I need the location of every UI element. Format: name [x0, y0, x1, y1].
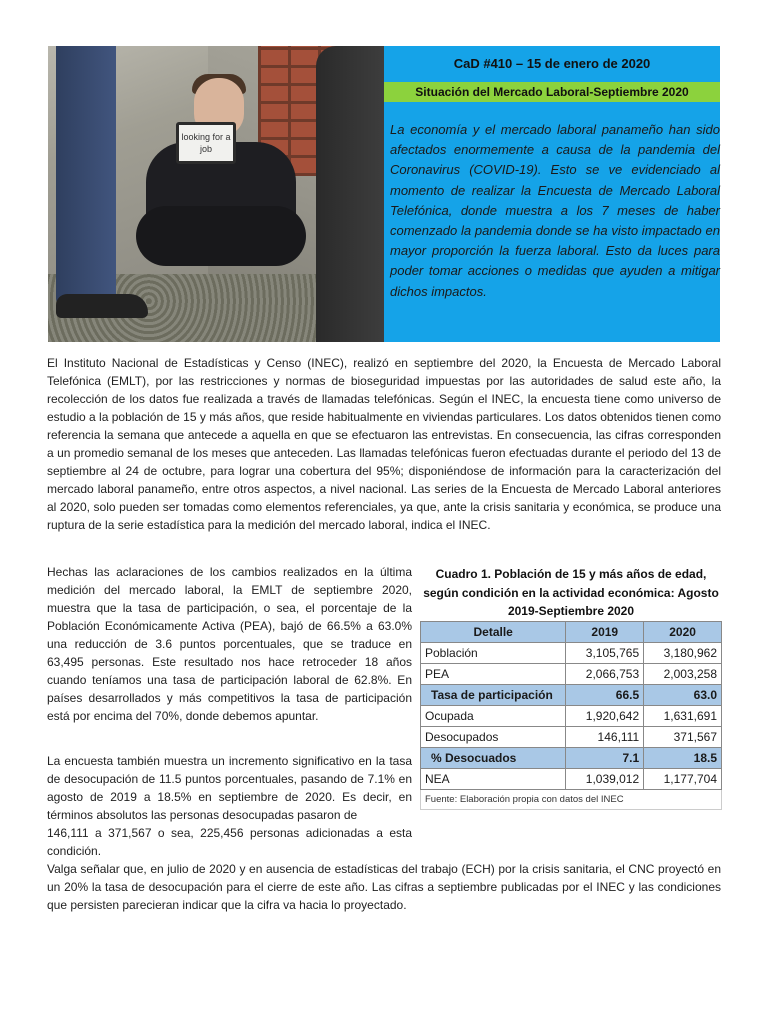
table-row [421, 642, 722, 663]
intro-panel [384, 46, 720, 342]
table-cell-value: 371,567 [644, 726, 722, 747]
table-cell-value: 1,039,012 [566, 768, 644, 789]
header-photo [48, 46, 384, 342]
table-cell-label: % Desocuados [421, 747, 566, 768]
table-row-highlight [421, 684, 722, 705]
table-row [421, 663, 722, 684]
table-cell-value: 1,177,704 [644, 768, 722, 789]
table-cell-value: 63.0 [644, 684, 722, 705]
table-header-row [421, 621, 722, 642]
table-cell-value: 2,003,258 [644, 663, 722, 684]
table-cell-label: Ocupada [421, 705, 566, 726]
table-row [421, 726, 722, 747]
population-table-block [420, 563, 722, 810]
table-header-cell: 2020 [644, 621, 722, 642]
table-cell-value: 2,066,753 [566, 663, 644, 684]
photo-passerby-shoe [56, 294, 148, 318]
photo-person-legs [136, 206, 306, 266]
table-row-highlight [421, 747, 722, 768]
table-source: Fuente: Elaboración propia con datos del INEC [420, 790, 722, 810]
table-row [421, 705, 722, 726]
intro-text: La economía y el mercado laboral panameño han sido afectados enormemente a causa de la pandemia del Coronavirus (COVID-19). Esto se ve evidenciado al momento de realizar la Encuesta de Mercado Laboral Telefónica, donde muestra a los 7 meses de haber comenzado la pandemia donde se ha visto impactado en mayor proporción la fuerza laboral. Esto da luces para poder tomar acciones o medidas que ayuden a mitigar dichos impactos. [390, 122, 720, 299]
photo-passerby-leg [56, 46, 116, 306]
table-cell-label: Población [421, 642, 566, 663]
table-cell-label: PEA [421, 663, 566, 684]
bulletin-title: CaD #410 – 15 de enero de 2020 [453, 56, 651, 71]
table-cell-value: 66.5 [566, 684, 644, 705]
paragraph-unemployment [47, 752, 412, 860]
table-cell-value: 1,631,691 [644, 705, 722, 726]
table-cell-label: Desocupados [421, 726, 566, 747]
paragraph-participation-rate: Hechas las aclaraciones de los cambios realizados en la última medición del mercado laboral, la EMLT de septiembre 2020, muestra que la tasa de participación, o sea, el porcentaje de la Población Económicamente Activa (PEA), bajó de 66.5% a 63.0% una reducción de 3.6 puntos porcentuales, que se traduce en 63,495 personas. Este resultado nos hace retroceder 18 años cuando teníamos una tasa de participación laboral de 62.8%. En países desarrollados y más competitivos la tasa de participación está por encima del 70%, donde debemos apuntar. [47, 565, 412, 723]
table-cell-label: NEA [421, 768, 566, 789]
paragraph-cnc-projection: Valga señalar que, en julio de 2020 y en ausencia de estadísticas del trabajo (ECH) por la crisis sanitaria, el CNC proyectó en un 20% la tasa de desocupación para el cierre de este año. Las cifras a septiembre publicadas por el INEC y las condiciones que persisten parecieran indicar que la cifra va hacia lo proyectado. [47, 862, 721, 912]
photo-passerby-coat [316, 46, 384, 342]
paragraph-unemployment-tail: 146,111 a 371,567 o sea, 225,456 personas adicionadas a esta condición. [47, 826, 412, 858]
paragraph-inec-survey: El Instituto Nacional de Estadísticas y Censo (INEC), realizó en septiembre del 2020, la Encuesta de Mercado Laboral Telefónica (EMLT), por las restricciones y normas de bioseguridad impuestas por las autoridades de salud este año, la recolección de los datos fue realizada a través de llamadas telefónicas. Según el INEC, la encuesta tiene como universo de estudio a la población de 15 y más años, que reside habitualmente en viviendas particulares. Los datos obtenidos tienen como referencia la semana que antecede a aquella en que se efectuaron las entrevistas. En consecuencia, las cifras corresponden a un promedio semanal de los meses que anteceden. Las llamadas telefónicas fueron efectuadas durante el periodo del 13 de septiembre al 24 de octubre, para lograr una cobertura del 95%; disponiéndose de información para la caracterización del mercado laboral panameño, entre otros aspectos, a nivel nacional. Las series de la Encuesta de Mercado Laboral anteriores al 2020, solo pueden ser tomadas como elementos referenciales, ya que, ante la crisis sanitaria y económica, se produce una ruptura de la serie estadística para la medición del mercado laboral, indica el INEC. [47, 356, 721, 532]
table-header-cell: 2019 [566, 621, 644, 642]
table-cell-value: 146,111 [566, 726, 644, 747]
table-cell-value: 1,920,642 [566, 705, 644, 726]
table-cell-value: 7.1 [566, 747, 644, 768]
photo-sign: looking for a job [176, 122, 236, 164]
table-header-cell: Detalle [421, 621, 566, 642]
table-row [421, 768, 722, 789]
table-title: Cuadro 1. Población de 15 y más años de edad, según condición en la actividad económica: Agosto 2019-Septiembre 2020 [423, 567, 719, 618]
population-table [420, 621, 722, 790]
table-cell-value: 3,105,765 [566, 642, 644, 663]
bulletin-subtitle: Situación del Mercado Laboral-Septiembre 2020 [384, 82, 720, 102]
paragraph-unemployment-text: La encuesta también muestra un incremento significativo en la tasa de desocupación de 11.5 puntos porcentuales, pasando de 7.1% en agosto de 2019 a 18.5% en septiembre de 2020. Es decir, en términos absolutos las personas desocupadas pasaron de [47, 754, 412, 822]
table-cell-label: Tasa de participación [421, 684, 566, 705]
table-cell-value: 3,180,962 [644, 642, 722, 663]
table-cell-value: 18.5 [644, 747, 722, 768]
